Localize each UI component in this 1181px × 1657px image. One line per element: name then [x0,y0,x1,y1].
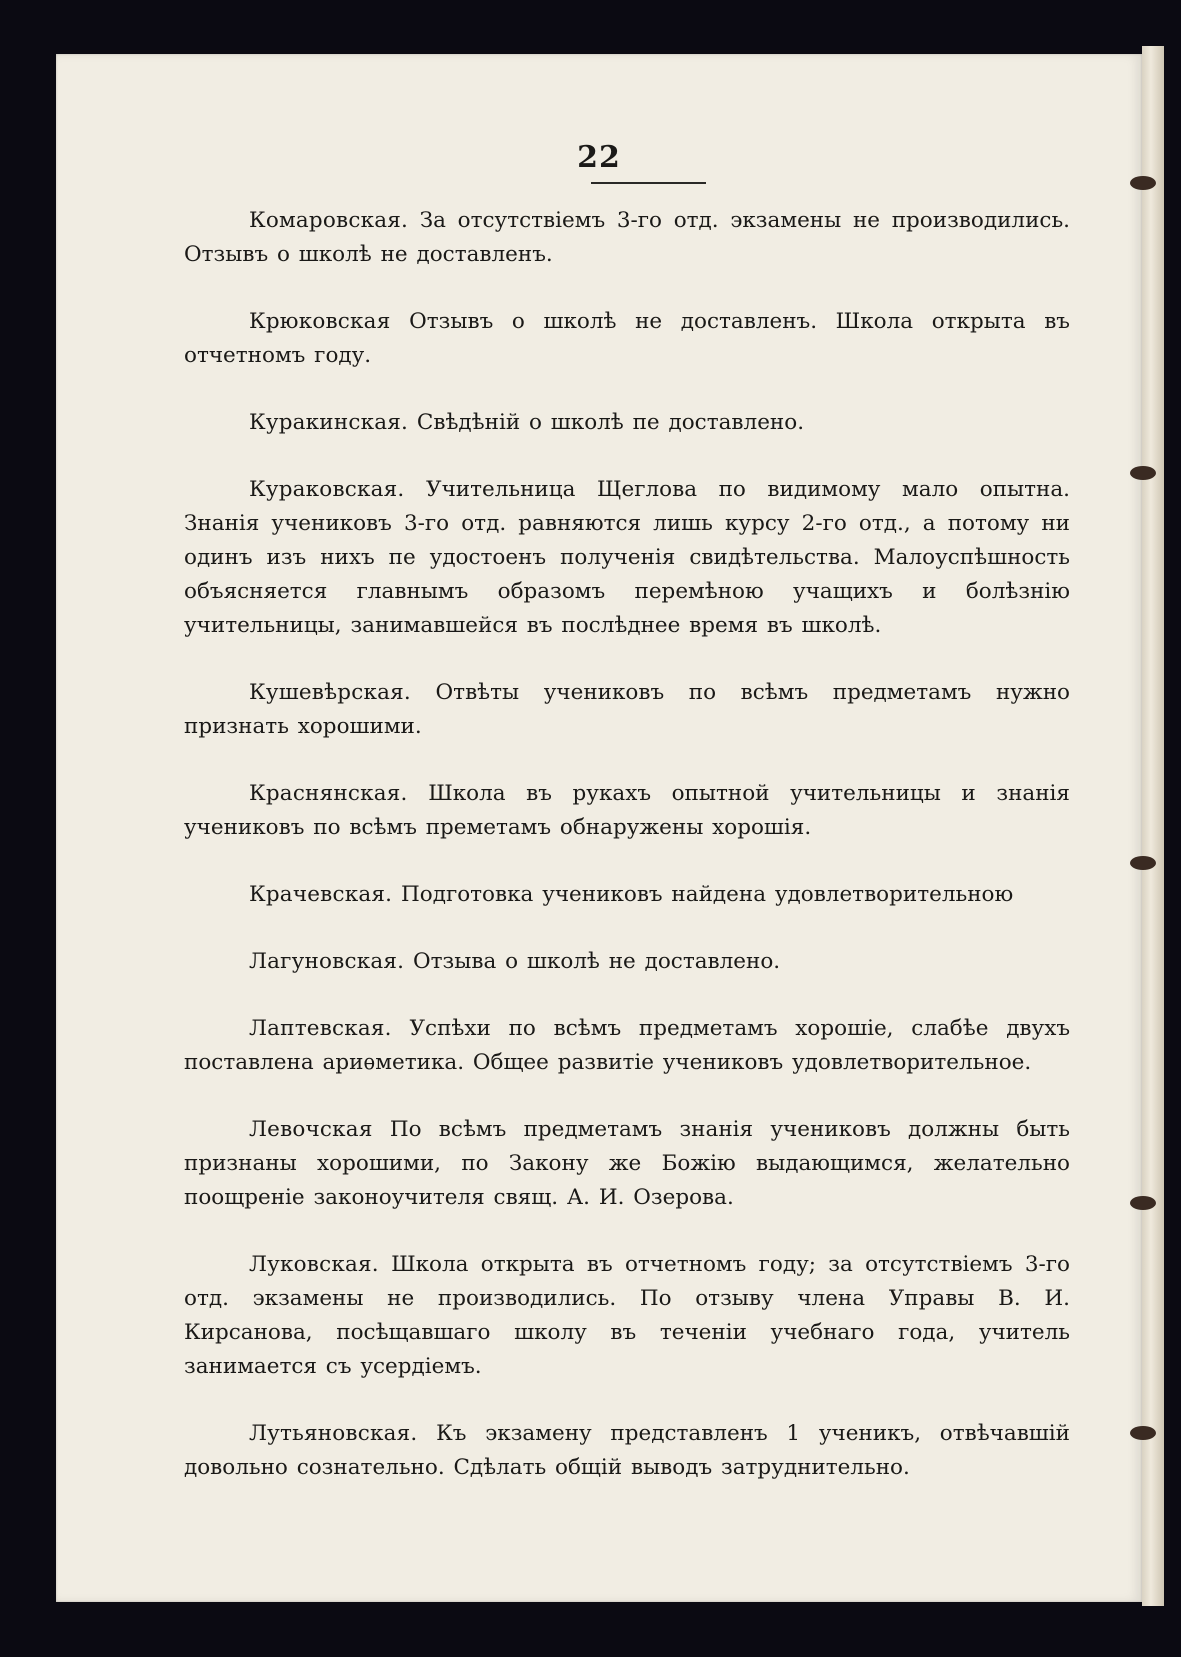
binding-stitch [1130,176,1156,190]
entry-name: Лаптевская. [249,1016,392,1041]
entry-komarovskaya [184,204,1070,272]
entry-text: Отвѣты учениковъ по всѣмъ предметамъ нужно признать хорошими. [184,680,1070,739]
entry-text: Отзыва о школѣ не доставлено. [413,949,781,974]
entry-kurakinskaya [184,406,1070,440]
binding-stitch [1130,1196,1156,1210]
entry-name: Кушевѣрская. [249,680,411,705]
entry-krasnyanskaya [184,777,1070,845]
entry-levochskaya [184,1113,1070,1215]
entry-laptevskaya [184,1012,1070,1080]
entry-name: Куракинская. [249,410,409,435]
entry-text: Подготовка учениковъ найдена удовлетворительною [401,882,1014,907]
entry-name: Луковская. [249,1252,379,1277]
entry-lagunovskaya [184,945,1070,979]
entry-text: Свѣдѣній о школѣ пе доставлено. [416,410,805,435]
entry-name: Крачевская. [249,882,393,907]
entry-kurakovskaya [184,473,1070,643]
entry-name: Лутьяновская. [249,1421,418,1446]
page-number-rule [591,182,706,184]
entry-text: За отсутствіемъ 3-го отд. экзамены не производились. Отзывъ о школѣ не доставленъ. [184,208,1070,267]
binding-stitch [1130,466,1156,480]
entry-name: Лагуновская. [249,949,405,974]
entry-text: Успѣхи по всѣмъ предметамъ хорошіе, слабѣе двухъ поставлена ариѳметика. Общее развитіе учениковъ удовлетворительное. [184,1016,1070,1075]
entry-kryukovskaya [184,305,1070,373]
entry-text: Школа открыта въ отчетномъ году; за отсутствіемъ 3-го отд. экзамены не производились. По отзыву члена Управы В. И. Кирсанова, посѣщавшаго школу въ теченіи учебнаго года, учитель занимается съ усердіемъ. [184,1252,1070,1379]
binding-stitch [1130,1426,1156,1440]
entry-name: Краснянская. [249,781,408,806]
entry-kusheverskaya [184,676,1070,744]
entry-text: Учительница Щеглова по видимому мало опытна. Знанія учениковъ 3-го отд. равняются лишь курсу 2-го отд., а потому ни одинъ изъ нихъ пе удостоенъ полученія свидѣтельства. Малоуспѣшность объясняется главнымъ образомъ перемѣною учащихъ и болѣзнію учительницы, занимавшейся въ послѣднее время въ школѣ. [184,477,1070,638]
text-body [184,204,1070,1518]
entry-lukovskaya [184,1248,1070,1384]
entry-name: Комаровская. [249,208,409,233]
binding-stitch [1130,856,1156,870]
entry-name: Крюковская [249,309,391,334]
entry-name: Кураковская. [249,477,405,502]
page-edge [1142,46,1164,1606]
entry-name: Левочская [249,1117,373,1142]
entry-text: Отзывъ о школѣ не доставленъ. Школа открыта въ отчетномъ году. [184,309,1070,368]
entry-text: Къ экзамену представленъ 1 ученикъ, отвѣчавшій довольно сознательно. Сдѣлать общій выводъ затруднительно. [184,1421,1070,1480]
page-number: 22 [577,140,621,175]
entry-lutyanovskaya [184,1417,1070,1485]
entry-text: Школа въ рукахъ опытной учительницы и знанія учениковъ по всѣмъ преметамъ обнаружены хорошія. [184,781,1070,840]
book-page [56,54,1142,1602]
entry-text: По всѣмъ предметамъ знанія учениковъ должны быть признаны хорошими, по Закону же Божію выдающимся, желательно поощреніе законоучителя свящ. А. И. Озерова. [184,1117,1070,1210]
entry-krachevskaya [184,878,1070,912]
